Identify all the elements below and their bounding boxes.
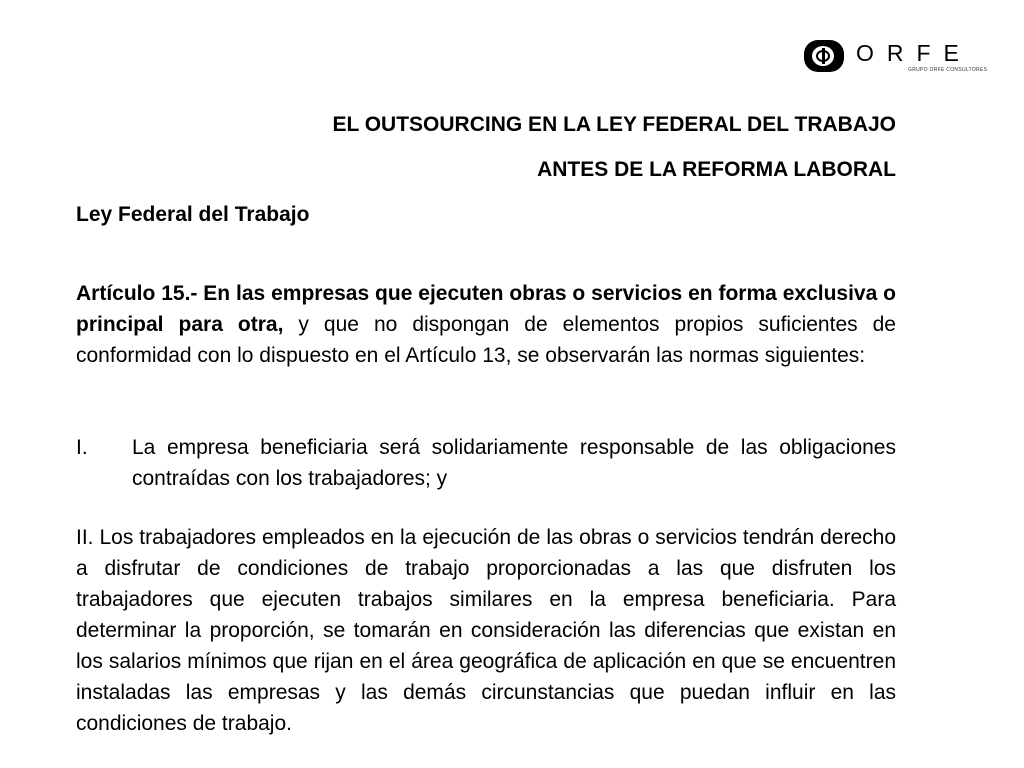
list-item-1 [76,432,896,494]
title-line-1: EL OUTSOURCING EN LA LEY FEDERAL DEL TRABAJO [332,113,896,136]
list-item-1-number: I. [76,436,88,459]
title-line-2: ANTES DE LA REFORMA LABORAL [537,158,896,181]
section-subheading: Ley Federal del Trabajo [76,203,310,226]
list-item-1-text: La empresa beneficiaria será solidariamente responsable de las obligaciones contraídas con los trabajadores; y [132,436,896,490]
article-15-lead: Artículo 15.- En las empresas que ejecuten obras o servicios en forma exclusiva o principal para otra, [76,282,896,336]
orfe-emblem-icon [804,40,844,72]
article-15-paragraph [76,278,896,371]
article-15-body: y que no dispongan de elementos propios suficientes de conformidad con lo dispuesto en el Artículo 13, se observarán las normas siguientes: [76,313,896,367]
company-logo [804,40,988,76]
logo-tagline: GRUPO ORFE CONSULTORES [908,67,988,73]
list-item-2-paragraph: II. Los trabajadores empleados en la ejecución de las obras o servicios tendrán derecho a disfrutar de condiciones de trabajo proporcionadas a las que disfruten los trabajadores que ejecuten trabajos similares en la empresa beneficiaria. Para determinar la proporción, se tomarán en consideración las diferencias que existan en los salarios mínimos que rijan en el área geográfica de aplicación en que se encuentren instaladas las empresas y las demás circunstancias que puedan influir en las condiciones de trabajo. [76,526,896,735]
logo-name: ORFE [856,40,972,66]
